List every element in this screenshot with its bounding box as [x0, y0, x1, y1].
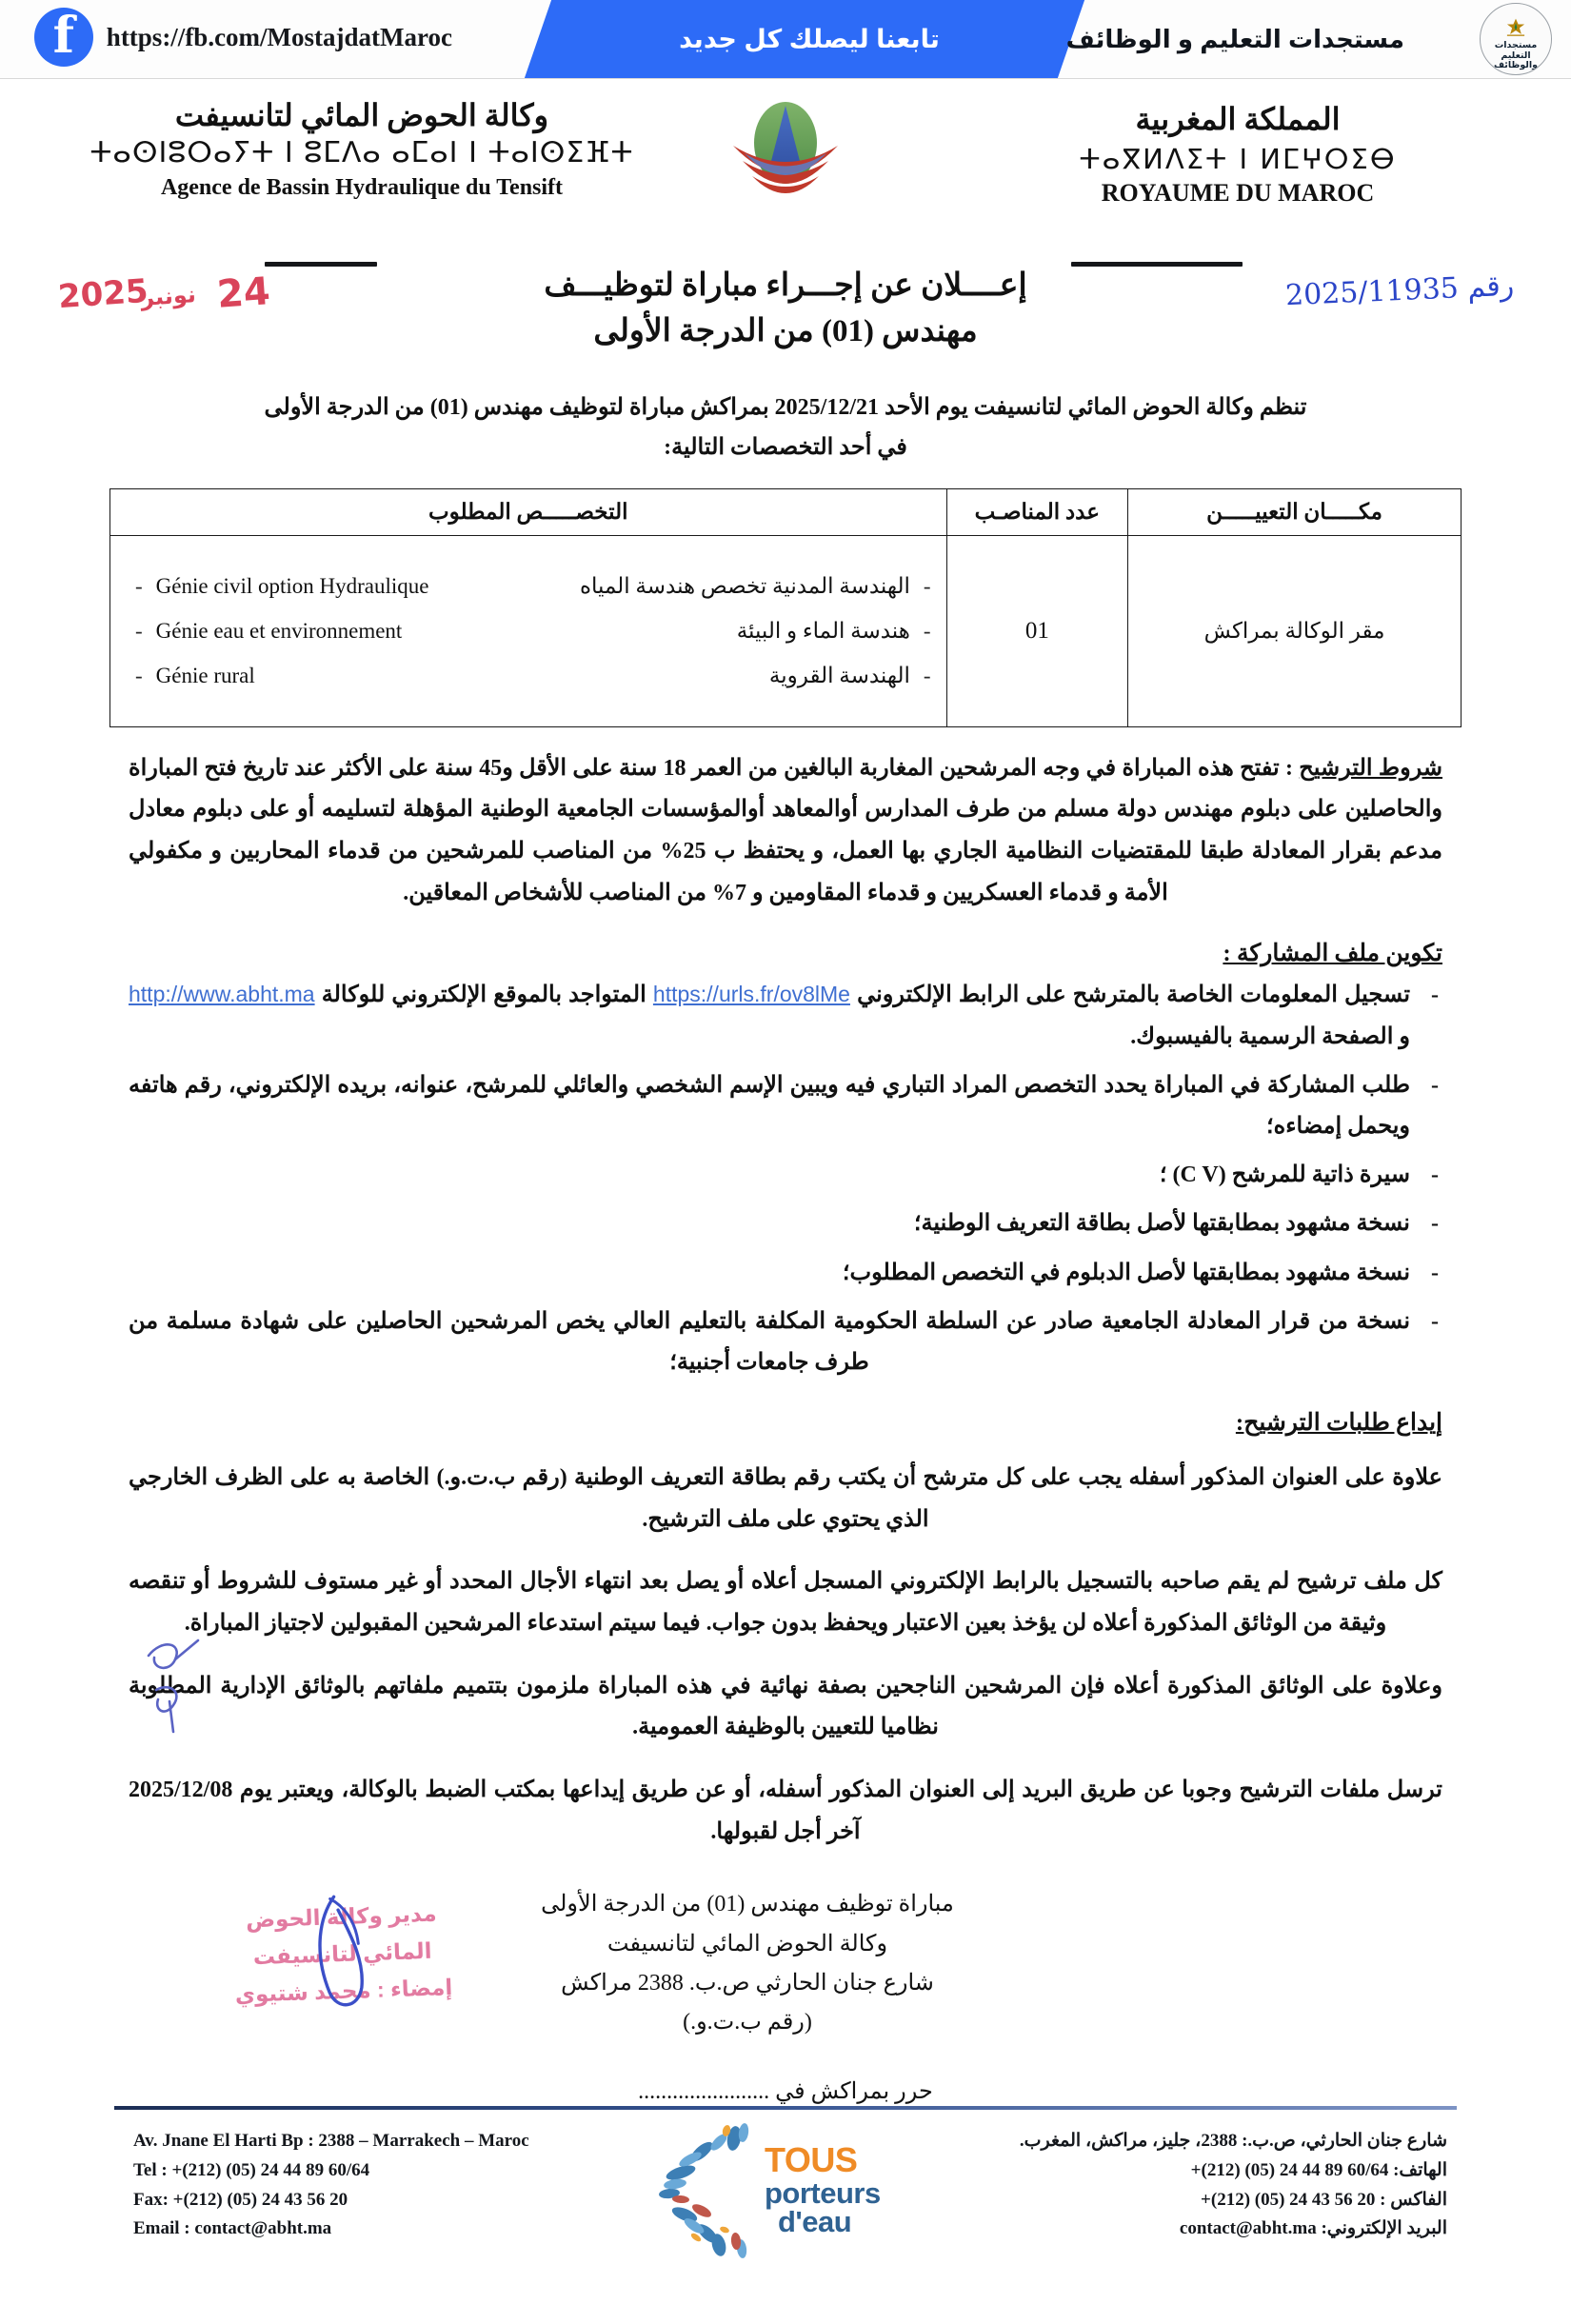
- list-dash: -: [923, 664, 931, 688]
- list-dash: -: [135, 664, 143, 688]
- specialty-item: [135, 564, 533, 608]
- tous-porteurs-deau-logo: [652, 2123, 919, 2266]
- dossier-item-0-part3: و الصفحة الرسمية بالفيسبوك.: [1130, 1023, 1410, 1049]
- handwritten-day: 24: [215, 269, 272, 317]
- conditions-lead: شروط الترشيح: [1299, 755, 1443, 781]
- footer-fr-line-0: Av. Jnane El Harti Bp : 2388 – Marrakech – Maroc: [133, 2131, 529, 2151]
- document-body: [0, 79, 1571, 2105]
- specialties-french-column: [118, 564, 533, 698]
- facebook-url-text[interactable]: https://fb.com/MostajdatMaroc: [106, 22, 452, 51]
- header-specialty: التخصـــــص المطلوب: [110, 488, 947, 535]
- stamp-line-3: إمضاء : محمد شتيوي: [234, 1975, 453, 2008]
- morocco-crest-icon: [1503, 17, 1528, 40]
- kingdom-identity: [971, 100, 1504, 209]
- list-dash: -: [1431, 1162, 1439, 1188]
- footer-fr-line-3: Email : contact@abht.ma: [133, 2218, 332, 2239]
- badge-line-2: والوظائف: [1493, 60, 1539, 71]
- dossier-heading: تكوين ملف المشاركة :: [1223, 941, 1442, 967]
- conditions-section: [129, 748, 1442, 1854]
- tous-porteurs-text: [765, 2140, 881, 2239]
- intro-line-2: في أحد التخصصات التالية:: [664, 434, 907, 460]
- footer-contact-french: [133, 2127, 529, 2244]
- specialties-table: [109, 488, 1462, 727]
- table-row: [110, 535, 1462, 726]
- cell-specialties: [110, 535, 947, 726]
- intro-paragraph: [129, 387, 1442, 467]
- agency-name-tifinagh: ⵜⴰⵙⵏⵓⵔⴰⵢⵜ ⵏ ⵓⵎⴷⴰ ⴰⵎⴰⵏ ⵏ ⵜⴰⵏⵙⵉⴼⵜ: [89, 136, 634, 169]
- deposit-paragraph-1: علاوة على العنوان المذكور أسفله يجب على كل مترشح أن يكتب رقم بطاقة التعريف الوطنية (رقم ب.ت.و.) الخاصة به على الظرف الخارجي الذي يحتوي على ملف الترشيح.: [129, 1465, 1442, 1532]
- address-line-2: وكالة الحوض المائي لتانسيفت: [607, 1931, 888, 1957]
- dossier-item-0-part1: تسجيل المعلومات الخاصة بالمترشح على الرابط الإلكتروني: [857, 983, 1410, 1008]
- header-count: عدد المناصـب: [946, 488, 1128, 535]
- handwritten-signature: [305, 1892, 394, 2016]
- logo-text-porteurs: porteurs: [765, 2176, 881, 2211]
- stamp-line-2: المائي لتانسيفت: [252, 1938, 433, 1970]
- margin-scribble: [141, 1633, 208, 1738]
- list-dash: -: [135, 619, 143, 644]
- letterhead-rule-left: [265, 262, 377, 267]
- social-banner: [0, 0, 1571, 79]
- specialties-arabic-column: [533, 564, 931, 698]
- dossier-item-0-part2: المتواجد بالموقع الإلكتروني للوكالة: [321, 983, 646, 1008]
- conditions-text: : تفتح هذه المباراة في وجه المرشحين المغاربة البالغين من العمر 18 سنة على الأقل و45 سنة على الأكثر عند تاريخ فتح المباراة والحاصلين على دبلوم مهندس دولة مسلم من طرف المدارس أوالمعاهد أوالمؤسسات الجامعية الوطنية المؤهلة لتسليمه أو على دبلوم معادل مدعم بقرار المعادلة طبقا للمقتضيات النظامية الجاري بها العمل، و يحتفظ ب 25% من المناصب للمرشحين من قدماء المحاربين و مكفولي الأمة و قدماء العسكريين و قدماء المقاومين و 7% من المناصب للأشخاص المعاقين.: [129, 755, 1442, 905]
- agency-website-link[interactable]: http://www.abht.ma: [129, 982, 315, 1007]
- kingdom-name-arabic: المملكة المغربية: [1135, 102, 1341, 136]
- agency-identity: [57, 96, 666, 203]
- footer-contact-arabic: [1020, 2127, 1447, 2244]
- deposit-paragraph-2: كل ملف ترشيح لم يقم صاحبه بالتسجيل بالرابط الإلكتروني المسجل أعلاه أو يصل بعد انتهاء الأجال المحدد أو غير مستوف للشروط أو تنقصه وثيقة من الوثائق المذكورة أعلاه لن يؤخذ بعين الاعتبار ويحفظ بدون جواب. فيما سيتم استدعاء المرشحين المقبولين لاجتياز المباراة.: [129, 1569, 1442, 1637]
- specialty-fr-2: Génie rural: [155, 664, 255, 688]
- footer-fr-line-2: Fax: +(212) (05) 24 43 56 20: [133, 2189, 348, 2210]
- specialty-ar-2: الهندسة القروية: [768, 664, 910, 688]
- page-title: [214, 264, 1357, 355]
- list-dash: -: [1431, 1308, 1439, 1334]
- logo-text-tous: TOUS: [765, 2140, 858, 2179]
- list-dash: -: [1431, 1211, 1439, 1237]
- title-line-2: مهندس (01) من الدرجة الأولى: [593, 313, 978, 348]
- facebook-icon[interactable]: [34, 8, 93, 67]
- specialty-item: [533, 564, 931, 608]
- agency-name-arabic: وكالة الحوض المائي لتانسيفت: [174, 98, 549, 132]
- banner-site-name: مستجدات التعليم و الوظائف: [1065, 24, 1404, 53]
- footer-ar-line-1: الهاتف: 60/64 89 44 24 (05) (212)+: [1190, 2159, 1447, 2180]
- footer: [0, 2121, 1571, 2293]
- letterhead-rule-right: [1071, 262, 1243, 267]
- specialty-item: [533, 608, 931, 653]
- registration-link[interactable]: https://urls.fr/ov8lMe: [652, 982, 850, 1007]
- list-dash: -: [923, 573, 931, 598]
- logo-text-deau: d'eau: [778, 2205, 852, 2239]
- written-dots: .......................: [638, 2079, 770, 2105]
- list-item: [129, 1065, 1442, 1147]
- deposit-heading: إيداع طلبات الترشيح:: [1235, 1410, 1442, 1437]
- dossier-item-2: سيرة ذاتية للمرشح (C V) ؛: [1159, 1162, 1410, 1188]
- badge-line-1: مستجدات التعليم: [1494, 40, 1538, 61]
- cell-count: 01: [946, 535, 1128, 726]
- facebook-link[interactable]: [34, 8, 452, 67]
- letterhead: [0, 79, 1571, 260]
- handwritten-date: [55, 269, 322, 336]
- handwritten-month: نونبر: [140, 281, 197, 311]
- address-line-1: مباراة توظيف مهندس (01) من الدرجة الأولى: [541, 1892, 954, 1917]
- list-dash: -: [135, 573, 143, 598]
- table-header-row: [110, 488, 1462, 535]
- dossier-item-5: نسخة من قرار المعادلة الجامعية صادر عن السلطة الحكومية المكلفة بالتعليم العالي يخص المرشحين الحاصلين على شهادة مسلمة من طرف جامعات أجنبية؛: [129, 1308, 1411, 1375]
- signature-address-block: [129, 1885, 1442, 2066]
- list-item: [129, 1155, 1442, 1196]
- handwritten-year: 2025: [56, 271, 149, 317]
- dossier-item-0: [129, 975, 1410, 1057]
- conditions-paragraph: [129, 748, 1442, 915]
- agency-name-french: Agence de Bassin Hydraulique du Tensift: [160, 174, 564, 200]
- header-place: مكـــــان التعييـــــن: [1128, 488, 1462, 535]
- footer-ar-line-2: الفاكس : 20 56 43 24 (05) (212)+: [1201, 2189, 1447, 2210]
- footer-ar-line-0: شارع جنان الحارثي، ص.ب.: 2388، جليز، مراكش، المغرب.: [1019, 2131, 1447, 2151]
- list-dash: -: [923, 619, 931, 644]
- specialty-item: [533, 653, 931, 698]
- mailing-address: [500, 1885, 995, 2042]
- specialty-ar-0: الهندسة المدنية تخصص هندسة المياه: [579, 573, 910, 598]
- official-stamp: [193, 1894, 493, 2033]
- address-line-3: شارع جنان الحارثي ص.ب. 2388 مراكش: [561, 1970, 934, 1996]
- deposit-paragraph-3: وعلاوة على الوثائق المذكورة أعلاه فإن المرشحين الناجحين بصفة نهائية في هذه المباراة ملزمون بتتميم ملفاتهم بالوثائق الإدارية المطلوبة نظاميا للتعيين بالوظيفة العمومية.: [129, 1673, 1442, 1740]
- specialty-fr-1: Génie eau et environnement: [155, 619, 403, 644]
- written-at-line: [129, 2077, 1442, 2105]
- handwritten-reference-number: رقم 2025/11935: [1284, 268, 1515, 313]
- banner-slogan: تابعنا ليصلك كل جديد: [679, 24, 940, 53]
- footer-fr-line-1: Tel : +(212) (05) 24 44 89 60/64: [133, 2159, 370, 2180]
- specialty-fr-0: Génie civil option Hydraulique: [155, 573, 429, 598]
- specialty-item: [135, 653, 533, 698]
- footer-ar-line-3: البريد الإلكتروني: contact@abht.ma: [1179, 2218, 1447, 2239]
- dossier-item-1: طلب المشاركة في المباراة يحدد التخصص المراد التباري فيه ويبين الإسم الشخصي والعائلي للمرشح، عنوانه، بريده الإلكتروني، رقم هاتفه ويحمل إمضاءه؛: [129, 1072, 1410, 1139]
- kingdom-name-tifinagh: ⵜⴰⴳⵍⴷⵉⵜ ⵏ ⵍⵎⵖⵔⵉⴱ: [1079, 142, 1397, 175]
- list-item: [129, 1203, 1442, 1244]
- cell-place: مقر الوكالة بمراكش: [1128, 535, 1462, 726]
- written-prefix: حرر بمراكش في: [775, 2079, 933, 2105]
- site-badge-logo: [1480, 3, 1552, 75]
- specialty-item: [135, 608, 533, 653]
- intro-line-1: تنظم وكالة الحوض المائي لتانسيفت يوم الأحد 2025/12/21 بمراكش مباراة لتوظيف مهندس (01) من الدرجة الأولى: [264, 394, 1307, 420]
- abht-water-logo: [705, 98, 866, 208]
- dossier-item-4: نسخة مشهود بمطابقتها لأصل الدبلوم في التخصص المطلوب؛: [842, 1260, 1410, 1285]
- dossier-list: [129, 975, 1442, 1383]
- dossier-item-3: نسخة مشهود بمطابقتها لأصل بطاقة التعريف الوطنية؛: [913, 1211, 1410, 1237]
- list-item: [129, 1253, 1442, 1294]
- footer-divider: [114, 2106, 1457, 2110]
- address-line-4: (رقم ب.ت.و.): [683, 2010, 812, 2036]
- deposit-paragraph-4: ترسل ملفات الترشيح وجوبا عن طريق البريد إلى العنوان المذكور أسفله، أو عن طريق إيداعها بمكتب الضبط بالوكالة، ويعتبر يوم 2025/12/08 آخر أجل لقبولها.: [129, 1778, 1442, 1844]
- specialty-ar-1: هندسة الماء و البيئة: [736, 619, 910, 644]
- list-item: [129, 1301, 1442, 1383]
- list-dash: -: [1431, 1260, 1439, 1285]
- list-dash: -: [1431, 1072, 1439, 1098]
- kingdom-name-french: ROYAUME DU MAROC: [1101, 179, 1375, 208]
- list-dash: -: [1431, 983, 1439, 1008]
- list-item: [129, 975, 1442, 1057]
- stamp-line-1: مدير وكالة الحوض: [245, 1900, 437, 1933]
- title-line-1: إعــــلان عن إجـــراء مباراة لتوظيـــف: [544, 268, 1027, 303]
